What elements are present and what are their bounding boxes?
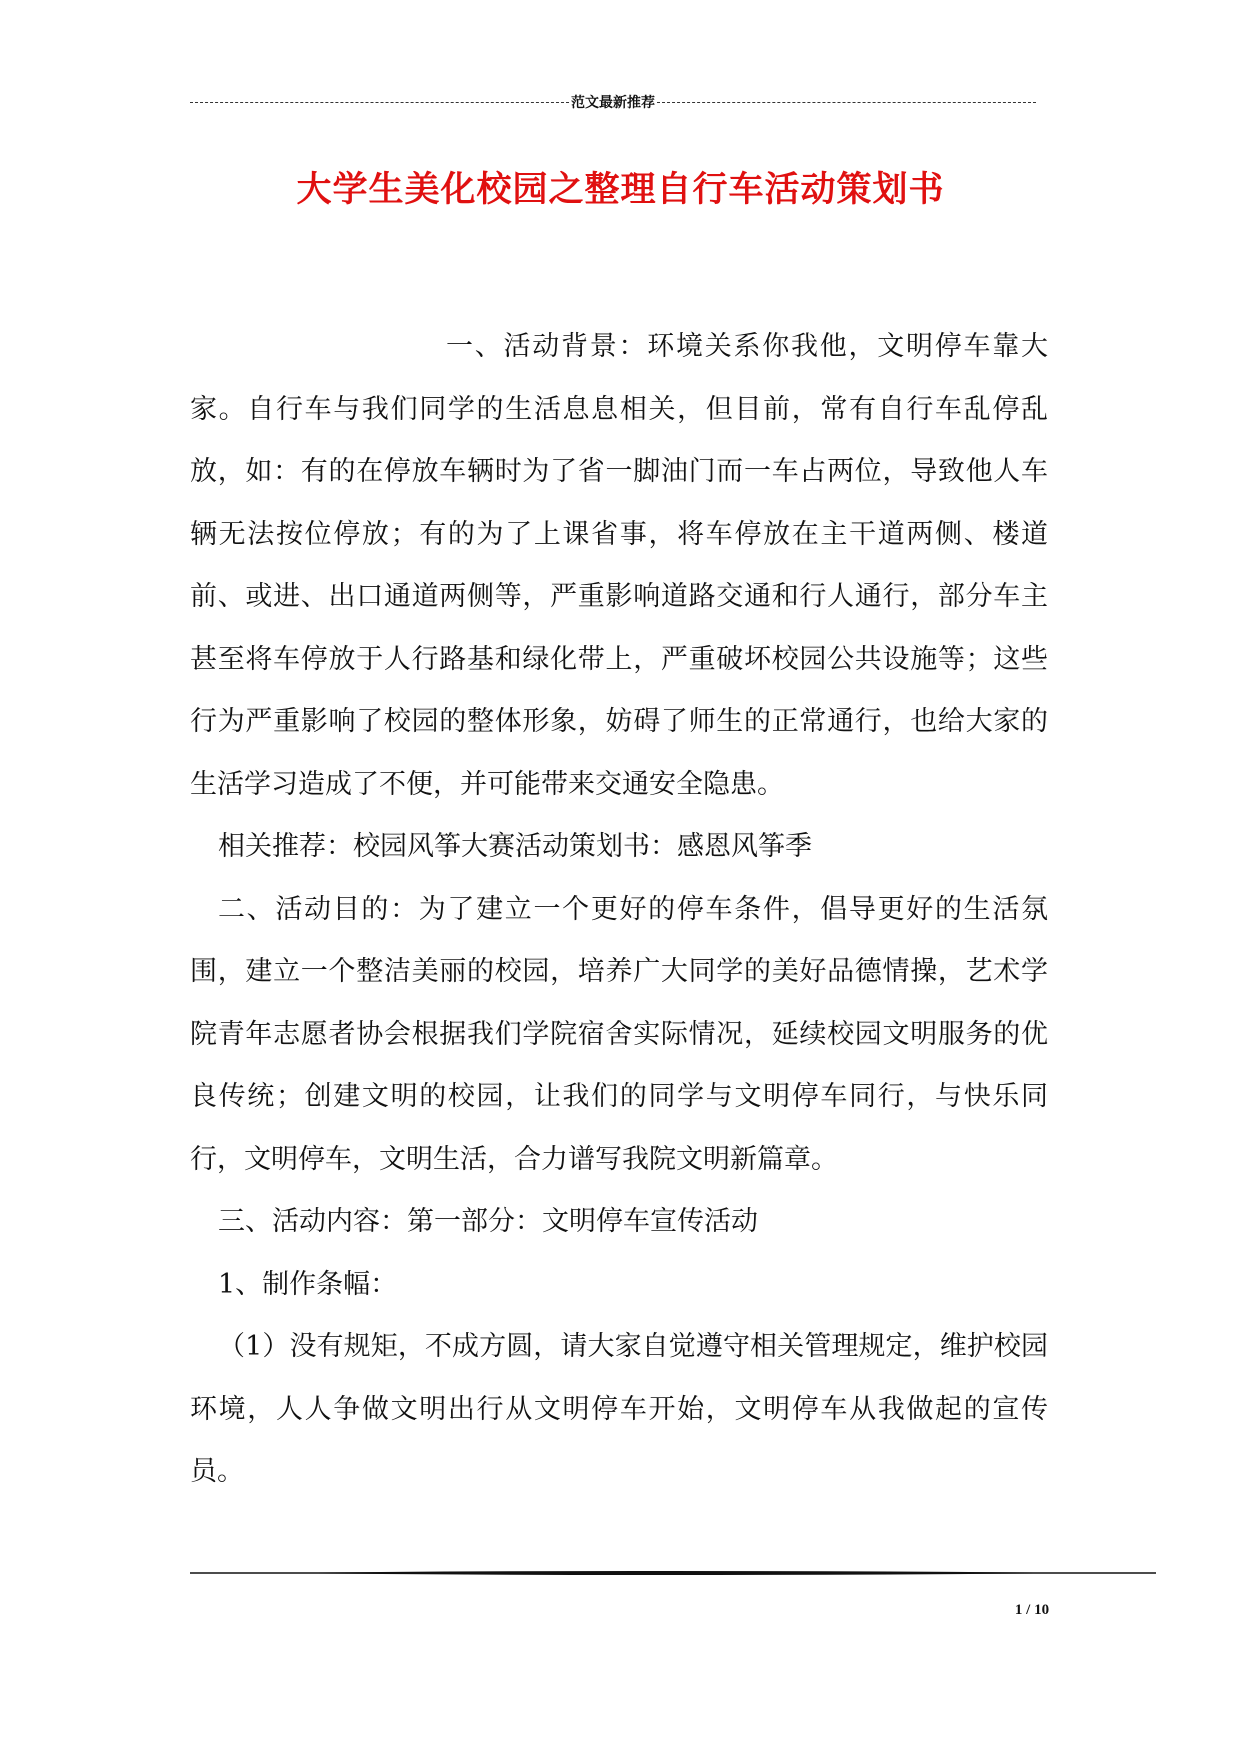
footer-rule [190, 1570, 1156, 1574]
document-title: 大学生美化校园之整理自行车活动策划书 [296, 170, 945, 210]
header-dashes-right [657, 102, 1036, 103]
page-header [190, 92, 1036, 112]
paragraph-related: 相关推荐：校园风筝大赛活动策划书：感恩风筝季 [218, 831, 812, 862]
footer-rule-graphic [190, 1570, 1156, 1576]
header-label: 范文最新推荐 [571, 95, 655, 111]
paragraph-banner-item-1: （1）没有规矩，不成方圆，请大家自觉遵守相关管理规定，维护校园环境，人人争做文明出行从文明停车开始，文明停车从我做起的宣传员。 [190, 1331, 1048, 1487]
page-number: 1 / 10 [1014, 1602, 1050, 1618]
header-dashes-left [190, 102, 569, 103]
paragraph-content-heading: 三、活动内容：第一部分：文明停车宣传活动 [218, 1206, 758, 1237]
document-body [190, 316, 1048, 1504]
paragraph-background: 一、活动背景：环境关系你我他，文明停车靠大家。自行车与我们同学的生活息息相关，但目前，常有自行车乱停乱放，如：有的在停放车辆时为了省一脚油门而一车占两位，导致他人车辆无法按位停放；有的为了上课省事，将车停放在主干道两侧、楼道前、或进、出口通道两侧等，严重影响道路交通和行人通行，部分车主甚至将车停放于人行路基和绿化带上，严重破坏校园公共设施等；这些行为严重影响了校园的整体形象，妨碍了师生的正常通行，也给大家的生活学习造成了不便，并可能带来交通安全隐患。 [190, 331, 1048, 800]
paragraph-purpose: 二、活动目的：为了建立一个更好的停车条件，倡导更好的生活氛围，建立一个整洁美丽的校园，培养广大同学的美好品德情操，艺术学院青年志愿者协会根据我们学院宿舍实际情况，延续校园文明服务的优良传统；创建文明的校园，让我们的同学与文明停车同行，与快乐同行，文明停车，文明生活，合力谱写我院文明新篇章。 [190, 893, 1048, 1175]
paragraph-banner-heading: 1、制作条幅： [218, 1268, 398, 1300]
